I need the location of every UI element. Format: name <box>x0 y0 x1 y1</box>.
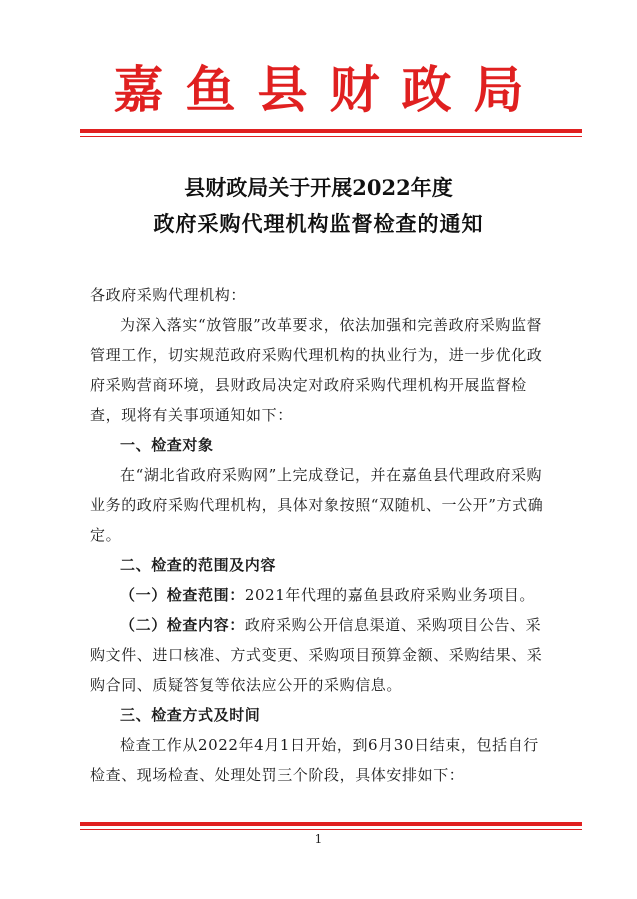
letterhead-rule-thick <box>80 129 582 133</box>
section3-heading: 三、检查方式及时间 <box>120 706 261 724</box>
document-title-line1: 县财政局关于开展2022年度 <box>184 175 453 200</box>
letterhead-rule-thin <box>80 136 582 137</box>
section2-item2-text: 政府采购公开信息渠道、采购项目公告、采购文件、进口核准、方式变更、采购项目预算金额、采购结果、采购合同、质疑答复等依法应公开的采购信息。 <box>90 616 543 694</box>
letterhead-title: 嘉鱼县财政局 <box>113 60 546 119</box>
section2-item2 <box>90 610 552 700</box>
section2-item1-label: （一）检查范围： <box>120 586 245 604</box>
footer-rule-thick <box>80 822 582 826</box>
intro-paragraph: 为深入落实“放管服”改革要求，依法加强和完善政府采购监督管理工作，切实规范政府采购代理机构的执业行为，进一步优化政府采购营商环境，县财政局决定对政府采购代理机构开展监督检查，现将有关事项通知如下： <box>90 316 543 424</box>
section1-heading: 一、检查对象 <box>120 436 214 454</box>
section3-text: 检查工作从2022年4月1日开始，到6月30日结束，包括自行检查、现场检查、处理处罚三个阶段，具体安排如下： <box>90 736 539 784</box>
document-body <box>90 280 552 790</box>
section2-heading: 二、检查的范围及内容 <box>120 556 277 574</box>
document-title-line2: 政府采购代理机构监督检查的通知 <box>153 211 484 236</box>
salutation: 各政府采购代理机构： <box>90 286 247 304</box>
section2-item2-label: （二）检查内容： <box>120 616 245 634</box>
section2-item1 <box>90 580 552 610</box>
footer-rule-thin <box>80 829 582 830</box>
page-number: 1 <box>314 832 323 846</box>
section2-item1-text: 2021年代理的嘉鱼县政府采购业务项目。 <box>244 586 535 604</box>
section1-text: 在“湖北省政府采购网”上完成登记，并在嘉鱼县代理政府采购业务的政府采购代理机构，具体对象按照“双随机、一公开”方式确定。 <box>90 466 544 544</box>
